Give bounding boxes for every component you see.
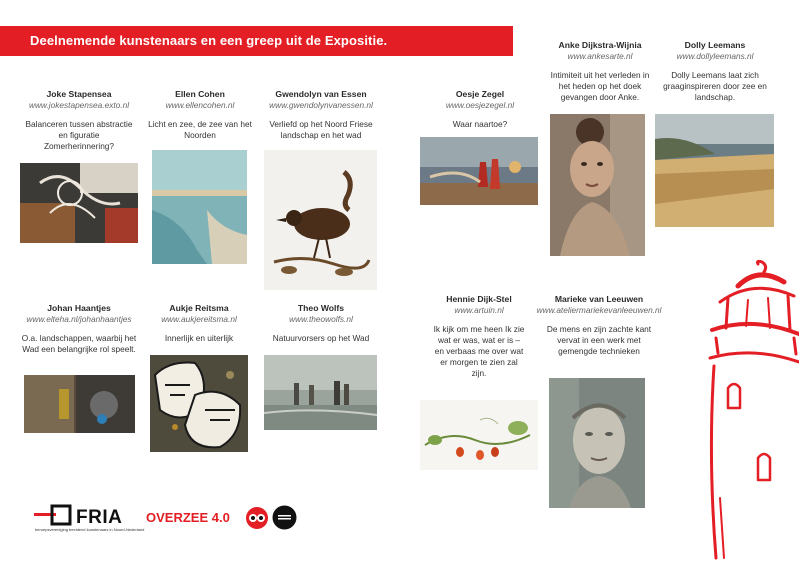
artist-description: O.a. landschappen, waarbij het Wad een belangrijke rol speelt.: [21, 333, 137, 354]
artwork-hennie-dijk-stel: [420, 400, 538, 470]
artist-name: Ellen Cohen: [175, 89, 225, 99]
fria-name: FRIA: [76, 507, 123, 528]
artist-description: Natuurvorsers op het Wad: [272, 333, 370, 343]
artist-name: Aukje Reitsma: [169, 303, 229, 313]
partner-logo-icon: [272, 505, 297, 530]
artist-description: Licht en zee, de zee van het Noorden: [148, 119, 252, 140]
fria-subtitle: beroepsvereniging beeldend kunstenaars in Noord-Nederland: [35, 527, 145, 532]
artist-url[interactable]: www.ateliermariekevanleeuwen.nl: [536, 305, 662, 315]
artwork-johan-haantjes: [24, 375, 135, 433]
artwork-oesje-zegel: [420, 137, 538, 205]
artist-url[interactable]: www.ankesarte.nl: [567, 51, 633, 61]
artwork-theo-wolfs: [264, 355, 377, 430]
artist-url[interactable]: www.artuin.nl: [454, 305, 504, 315]
artist-description: Innerlijk en uiterlijk: [164, 333, 234, 343]
overzee-logo: OVERZEE 4.0: [146, 510, 230, 525]
page-title: Deelnemende kunstenaars en een greep uit de Expositie.: [30, 33, 388, 48]
artist-name: Oesje Zegel: [455, 89, 505, 99]
artist-name: Anke Dijkstra-Wijnia: [558, 40, 642, 50]
artist-url[interactable]: www.jokestapensea.exto.nl: [28, 100, 130, 110]
red-eyes-logo-icon: [245, 506, 269, 530]
artist-name: Marieke van Leeuwen: [554, 294, 644, 304]
artwork-dolly-leemans: [655, 114, 774, 227]
artist-gwendolyn-van-essen: [258, 88, 384, 141]
artist-aukje-reitsma: [146, 302, 252, 344]
artist-url[interactable]: www.gwendolynvanessen.nl: [269, 100, 373, 110]
artist-description: De mens en zijn zachte kant vervat in een werk met gemengde technieken: [546, 324, 652, 356]
artist-ellen-cohen: [148, 88, 252, 141]
artist-name: Dolly Leemans: [684, 40, 746, 50]
artist-description: Dolly Leemans laat zich graaginspireren door zee en landschap.: [663, 70, 767, 102]
artist-dolly-leemans: [660, 39, 770, 103]
artist-theo-wolfs: [256, 302, 386, 344]
artwork-aukje-reitsma: [150, 355, 248, 452]
artist-url[interactable]: www.oesjezegel.nl: [445, 100, 515, 110]
artwork-ellen-cohen: [152, 150, 247, 264]
artist-description: Waar naartoe?: [452, 119, 508, 129]
artist-johan-haantjes: [10, 302, 148, 355]
artist-marieke-van-leeuwen: [520, 293, 678, 357]
artist-name: Gwendolyn van Essen: [275, 89, 367, 99]
artist-oesje-zegel: [420, 88, 540, 130]
artist-url[interactable]: www.theowolfs.nl: [289, 314, 353, 324]
artist-url[interactable]: www.dollyleemans.nl: [676, 51, 754, 61]
artist-anke-dijkstra-wijnia: [538, 39, 662, 103]
artist-description: Intimiteit uit het verleden in het heden op het doek gevangen door Anke.: [550, 70, 650, 102]
fria-mark-icon: [34, 504, 74, 528]
artwork-gwendolyn-van-essen: [264, 150, 377, 290]
artist-url[interactable]: www.aukjereitsma.nl: [161, 314, 237, 324]
artist-description: Ik kijk om me heen Ik zie wat er was, wat er is – en verbaas me over wat er morgen te zien zal zijn.: [433, 324, 525, 378]
artist-name: Hennie Dijk-Stel: [446, 294, 512, 304]
fria-logo: [34, 504, 145, 534]
artist-description: Balanceren tussen abstractie en figuratie Zomerherinnering?: [25, 119, 133, 151]
artist-name: Joke Stapensea: [46, 89, 112, 99]
artwork-anke-dijkstra-wijnia: [550, 114, 645, 256]
lighthouse-illustration-icon: [698, 258, 799, 565]
artwork-joke-stapensea: [20, 163, 138, 243]
header-banner: [0, 26, 513, 56]
artist-description: Verliefd op het Noord Friese landschap en het wad: [269, 119, 373, 140]
artist-url[interactable]: www.elteha.nl/johanhaantjes: [26, 314, 132, 324]
artist-name: Theo Wolfs: [297, 303, 345, 313]
artist-name: Johan Haantjes: [47, 303, 111, 313]
artwork-marieke-van-leeuwen: [549, 378, 645, 508]
artist-joke-stapensea: [14, 88, 144, 152]
artist-url[interactable]: www.ellencohen.nl: [165, 100, 235, 110]
